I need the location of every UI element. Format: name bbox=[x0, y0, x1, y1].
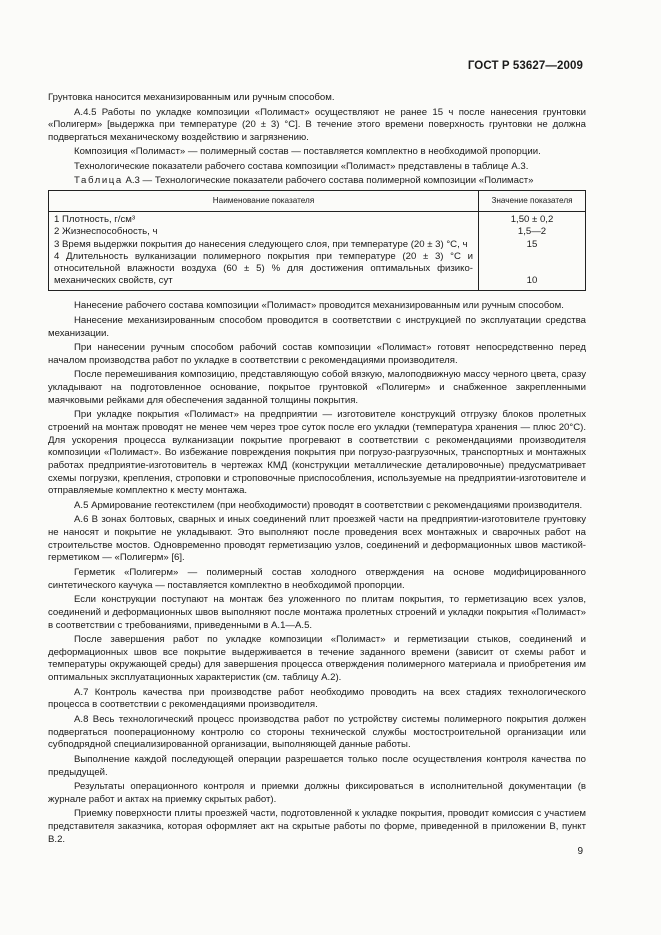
value-hold-time: 15 bbox=[526, 238, 538, 250]
paragraph: А.8 Весь технологический процесс производства работ по устройству системы полимерного покрытия должен подвергаться пооперационному контролю со стороны технической службы мостостроительной организации или субподрядной специализированной организации, выполняющей данные работы. bbox=[48, 713, 586, 751]
value-density: 1,50 ± 0,2 bbox=[510, 214, 554, 226]
table-header-row bbox=[49, 190, 586, 211]
page-number: 9 bbox=[577, 846, 583, 857]
paragraph: Композиция «Полимаст» — полимерный состав — поставляется комплектно в необходимой пропорции. bbox=[74, 146, 541, 158]
paragraph: Нанесение рабочего состава композиции «Полимаст» проводится механизированным или ручным способом. bbox=[74, 300, 564, 312]
table-row bbox=[49, 212, 586, 291]
table-caption bbox=[48, 175, 586, 188]
indicator-hold-time: 3 Время выдержки покрытия до нанесения следующего слоя, при температуре (20 ± 3) °С, ч bbox=[54, 238, 468, 250]
paragraph: После завершения работ по укладке композиции «Полимаст» и герметизации стыков, соединений и деформационных швов все покрытие выдерживается в течение заданного времени (зависит от схемы работ и температуры окружающей среды) для завершения процесса отверждения полимерного материала и приобретения им оптимальных эксплуатационных характеристик (см. таблицу А.2). bbox=[48, 634, 586, 684]
value-vulcanization: 10 bbox=[526, 275, 538, 287]
paragraph: Результаты операционного контроля и приемки должны фиксироваться в исполнительной документации (в журнале работ и актах на приемку скрытых работ). bbox=[48, 781, 586, 805]
indicator-pot-life: 2 Жизнеспособность, ч bbox=[54, 226, 158, 238]
paragraph: При нанесении ручным способом рабочий состав композиции «Полимаст» готовят непосредственно перед началом производства работ по укладке в соответствии с рекомендациями производителя. bbox=[48, 342, 586, 366]
indicator-vulcanization: 4 Длительность вулканизации полимерного покрытия при температуре (20 ± 3) °С и относительной влажности воздуха (60 ± 5) % для достижения оптимальных физико-механических свойств, сут bbox=[54, 250, 473, 287]
header-indicator-value: Значение показателя bbox=[479, 190, 586, 211]
document-body bbox=[48, 92, 586, 848]
paragraph: А.6 В зонах болтовых, сварных и иных соединений плит проезжей части на предприятии-изготовителе грунтовку не наносят и покрытие не укладывают. Это выполняют после проведения всех монтажных и сварочных работ на строительстве мостов. Одновременно проводят герметизацию узлов, соединений и деформационных швов мастикой-герметиком — «Полигерм» [6]. bbox=[48, 514, 586, 564]
paragraph: А.4.5 Работы по укладке композиции «Полимаст» осуществляют не ранее 15 ч после нанесения грунтовки «Полигерм» [выдержка при температуре (20 ± 3) °С]. В течение этого времени поверхность грунтовки не должна подвергаться механическому воздействию и загрязнению. bbox=[48, 106, 586, 143]
paragraph: А.7 Контроль качества при производстве работ необходимо проводить на всех стадиях технологического процесса в соответствии с рекомендациями производителя. bbox=[48, 686, 586, 711]
header-indicator-name: Наименование показателя bbox=[49, 190, 479, 211]
table-caption-label: Таблица bbox=[74, 175, 123, 187]
paragraph: При укладке покрытия «Полимаст» на предприятии — изготовителе конструкций отгрузку блоков пролетных строений на монтаж проводят не менее чем через трое суток после его укладки (температура хранения — плюс 20°С). Для ускорения процесса вулканизации покрытие прогревают в соответствии с рекомендациями производителя композиции «Полимаст». Во избежание повреждения покрытия при погрузо-разгрузочных, транспортных и монтажных работах предприятие-изготовитель в чертежах КМД (конструкции металлические деталировочные) предусматривает схемы погрузки, крепления, строповки и строповочные приспособления, используемые на предприятии-изготовителе и отправляемые комплектно к месту монтажа. bbox=[48, 409, 586, 497]
paragraph: А.5 Армирование геотекстилем (при необходимости) проводят в соответствии с рекомендациями производителя. bbox=[74, 499, 583, 511]
paragraph: Технологические показатели рабочего состава композиции «Полимаст» представлены в таблице А.3. bbox=[74, 160, 529, 172]
paragraph: Нанесение механизированным способом проводится в соответствии с инструкцией по эксплуатации средства механизации. bbox=[48, 314, 586, 339]
paragraph: Грунтовка наносится механизированным или ручным способом. bbox=[48, 92, 335, 103]
paragraph: Приемку поверхности плиты проезжей части, подготовленной к укладке покрытия, проводит комиссия с участием представителя заказчика, которая оформляет акт на скрытые работы по форме, приведенной в приложении В, пункт В.2. bbox=[48, 808, 586, 845]
indicator-density: 1 Плотность, г/см³ bbox=[54, 214, 136, 226]
value-spacer bbox=[484, 263, 580, 275]
paragraph: Если конструкции поступают на монтаж без уложенного по плитам покрытия, то герметизацию всех узлов, соединений и деформационных швов выполняют после монтажа пролетных строений и укладки покрытия «Полимаст» в соответствии с требованиями, приведенными в А.1—А.5. bbox=[48, 594, 586, 631]
paragraph: Герметик «Полигерм» — полимерный состав холодного отверждения на основе модифицированного синтетического каучука — поставляется комплектно в необходимой пропорции. bbox=[48, 566, 586, 591]
document-header: ГОСТ Р 53627—2009 bbox=[467, 60, 583, 72]
paragraph: Выполнение каждой последующей операции разрешается только после осуществления контроля качества по предыдущей. bbox=[48, 753, 586, 778]
table-caption-text: А.3 — Технологические показатели рабочего состава полимерной композиции «Полимаст» bbox=[122, 175, 534, 187]
paragraph: После перемешивания композицию, представляющую собой вязкую, малоподвижную массу черного цвета, сразу укладывают на подготовленное основание, покрытое грунтовкой «Полигерм» и снабженное закрепленными маячковыми рейками для обеспечения заданной толщины покрытия. bbox=[48, 369, 586, 406]
indicator-values-cell bbox=[479, 212, 586, 291]
value-spacer bbox=[484, 251, 580, 263]
indicator-names-cell bbox=[49, 212, 479, 291]
indicators-table bbox=[48, 190, 586, 291]
value-pot-life: 1,5—2 bbox=[517, 226, 547, 238]
